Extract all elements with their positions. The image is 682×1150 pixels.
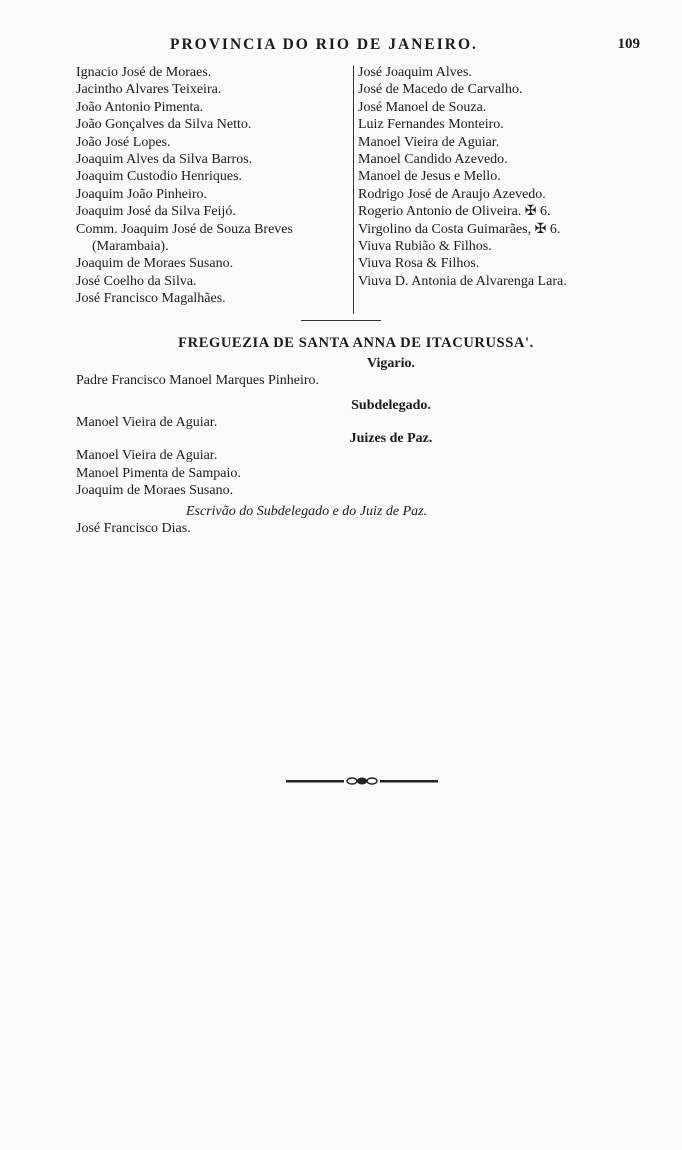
left-column [76,64,354,308]
list-item: Manoel Candido Azevedo. [358,152,508,168]
list-item: Comm. Joaquim José de Souza Breves [76,221,293,237]
list-item: Jacintho Alvares Teixeira. [76,82,222,98]
list-item: Viuva Rosa & Filhos. [358,256,480,272]
role-label: Escrivão do Subdelegado e do Juiz de Paz. [186,504,428,519]
list-item: José Manoel de Souza. [358,99,487,115]
escrivao-block [76,503,636,538]
list-item: José de Macedo de Carvalho. [358,82,523,98]
list-item: Rodrigo José de Araujo Azevedo. [358,186,546,202]
list-item: Luiz Fernandes Monteiro. [358,117,504,133]
subdelegado-block [76,397,636,432]
list-item: Viuva D. Antonia de Alvarenga Lara. [358,273,567,289]
vigario-block [76,355,636,390]
list-item: Joaquim João Pinheiro. [76,186,208,202]
list-item: Virgolino da Costa Guimarães, ✠ 6. [358,221,561,237]
list-item: João Gonçalves da Silva Netto. [76,117,252,133]
role-label: Vigario. [366,356,416,371]
vigario-name: Padre Francisco Manoel Marques Pinheiro. [76,373,319,389]
role-label: Subdelegado. [351,398,431,413]
list-item: Joaquim Custodio Henriques. [76,169,243,185]
list-item: João Antonio Pimenta. [76,99,204,115]
page-number: 109 [617,36,640,52]
ornament-rule-icon [286,776,438,786]
list-item: Manoel Vieira de Aguiar. [358,134,500,150]
column-divider [353,66,354,314]
escrivao-name: José Francisco Dias. [76,521,191,537]
role-label: Juizes de Paz. [349,431,433,446]
list-item: José Joaquim Alves. [358,65,472,80]
juiz-name: Manoel Pimenta de Sampaio. [76,465,241,481]
running-title: PROVINCIA DO RIO DE JANEIRO. [170,36,478,53]
juiz-name: Manoel Vieira de Aguiar. [76,448,218,464]
juiz-name: Joaquim de Moraes Susano. [76,483,234,499]
list-item: Joaquim Alves da Silva Barros. [76,152,253,168]
right-column [358,64,628,290]
list-item: Rogerio Antonio de Oliveira. ✠ 6. [358,204,551,220]
list-item: João José Lopes. [76,134,171,150]
list-item: Joaquim José da Silva Feijó. [76,204,236,220]
list-item: Ignacio José de Moraes. [76,65,212,80]
section-heading: FREGUEZIA DE SANTA ANNA DE ITACURUSSA'. [178,335,534,351]
section-divider [301,320,381,321]
list-item: Manoel de Jesus e Mello. [358,169,501,185]
page-header [0,36,682,56]
list-item: Viuva Rubião & Filhos. [358,239,492,255]
list-item: José Francisco Magalhães. [76,291,226,307]
subdelegado-name: Manoel Vieira de Aguiar. [76,415,218,431]
list-item: José Coelho da Silva. [76,273,197,289]
list-item: Joaquim de Moraes Susano. [76,256,234,272]
juizes-block [76,430,636,500]
list-item-continuation: (Marambaia). [92,239,169,255]
